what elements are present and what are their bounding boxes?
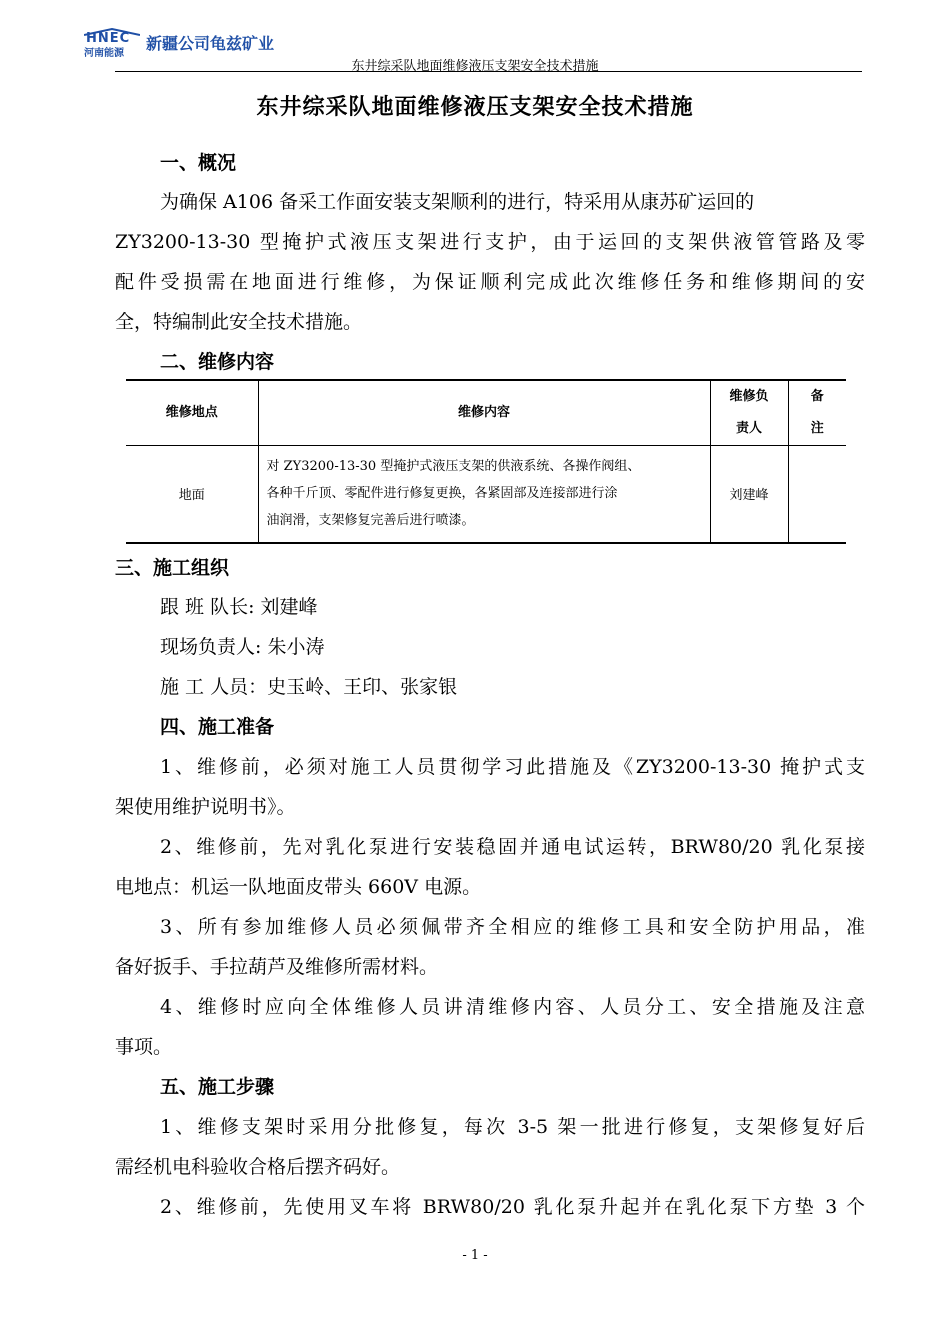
table-header-note-line: 注 (810, 421, 824, 436)
logo-company-name: 新疆公司龟兹矿业 (146, 33, 275, 53)
repair-content-table (126, 379, 846, 544)
section-heading-overview: 一、概况 (160, 152, 237, 174)
table-cell-note (788, 446, 846, 543)
running-header: 东井综采队地面维修液压支架安全技术措施 (351, 59, 599, 74)
table-cell-content-line: 各种千斤顶、零配件进行修复更换，各紧固部及连接部进行涂 (266, 486, 618, 502)
organization-line-workers: 施 工 人员：史玉岭、王印、张家银 (160, 676, 458, 698)
paragraph-line: 2、维修前，先使用叉车将 BRW80/20 乳化泵升起并在乳化泵下方垫 3 个 (160, 1196, 865, 1218)
paragraph-line: 1、维修前，必须对施工人员贯彻学习此措施及《ZY3200-13-30 掩护式支 (160, 756, 865, 778)
table-header-responsible-line: 维修负 (729, 389, 769, 404)
paragraph-line: 电地点：机运一队地面皮带头 660V 电源。 (115, 876, 482, 898)
table-cell-content-line: 对 ZY3200-13-30 型掩护式液压支架的供液系统、各操作阀组、 (266, 459, 641, 475)
organization-line-site-manager: 现场负责人: 朱小涛 (160, 636, 325, 658)
table-cell-place: 地面 (126, 446, 258, 543)
paragraph-line: 2、维修前，先对乳化泵进行安装稳固并通电试运转，BRW80/20 乳化泵接 (160, 836, 865, 858)
document-title: 东井综采队地面维修液压支架安全技术措施 (256, 95, 694, 120)
paragraph-line: 为确保 A106 备采工作面安装支架顺利的进行，特采用从康苏矿运回的 (160, 191, 755, 213)
organization-line-leader: 跟 班 队长: 刘建峰 (160, 596, 318, 618)
page-number: - 1 - (462, 1248, 488, 1263)
paragraph-line: 备好扳手、手拉葫芦及维修所需材料。 (115, 956, 439, 978)
paragraph-line: 3、所有参加维修人员必须佩带齐全相应的维修工具和安全防护用品，准 (160, 916, 865, 938)
logo-mark-subtext: 河南能源 (84, 48, 124, 59)
section-heading-steps: 五、施工步骤 (160, 1076, 275, 1098)
header-rule (115, 71, 862, 72)
section-heading-repair-content: 二、维修内容 (160, 351, 275, 373)
paragraph-line: 事项。 (115, 1036, 173, 1058)
hnec-logo-mark (84, 28, 140, 59)
paragraph-line: 全，特编制此安全技术措施。 (115, 311, 363, 333)
paragraph-line: 1、维修支架时采用分批修复，每次 3-5 架一批进行修复，支架修复好后 (160, 1116, 865, 1138)
paragraph-line: ZY3200-13-30 型掩护式液压支架进行支护，由于运回的支架供液管管路及零 (115, 231, 865, 253)
table-header-content: 维修内容 (258, 380, 710, 446)
table-header-note (788, 380, 846, 446)
table-header-place: 维修地点 (126, 380, 258, 446)
table-cell-responsible: 刘建峰 (710, 446, 788, 543)
paragraph-line: 配件受损需在地面进行维修，为保证顺利完成此次维修任务和维修期间的安 (115, 271, 865, 293)
paragraph-line: 架使用维护说明书》。 (115, 796, 296, 818)
table-header-note-line: 备 (810, 389, 824, 404)
company-logo (84, 27, 274, 57)
paragraph-line: 4、维修时应向全体维修人员讲清维修内容、人员分工、安全措施及注意 (160, 996, 865, 1018)
table-cell-content-line: 油润滑，支架修复完善后进行喷漆。 (266, 513, 475, 529)
table-header-responsible (710, 380, 788, 446)
logo-mark-text: HNEC (86, 31, 131, 46)
table-header-responsible-line: 责人 (735, 421, 762, 436)
section-heading-preparation: 四、施工准备 (160, 716, 275, 738)
section-heading-organization: 三、施工组织 (115, 557, 230, 579)
paragraph-line: 需经机电科验收合格后摆齐码好。 (115, 1156, 401, 1178)
table-row (126, 446, 846, 543)
table-cell-content (258, 446, 710, 543)
